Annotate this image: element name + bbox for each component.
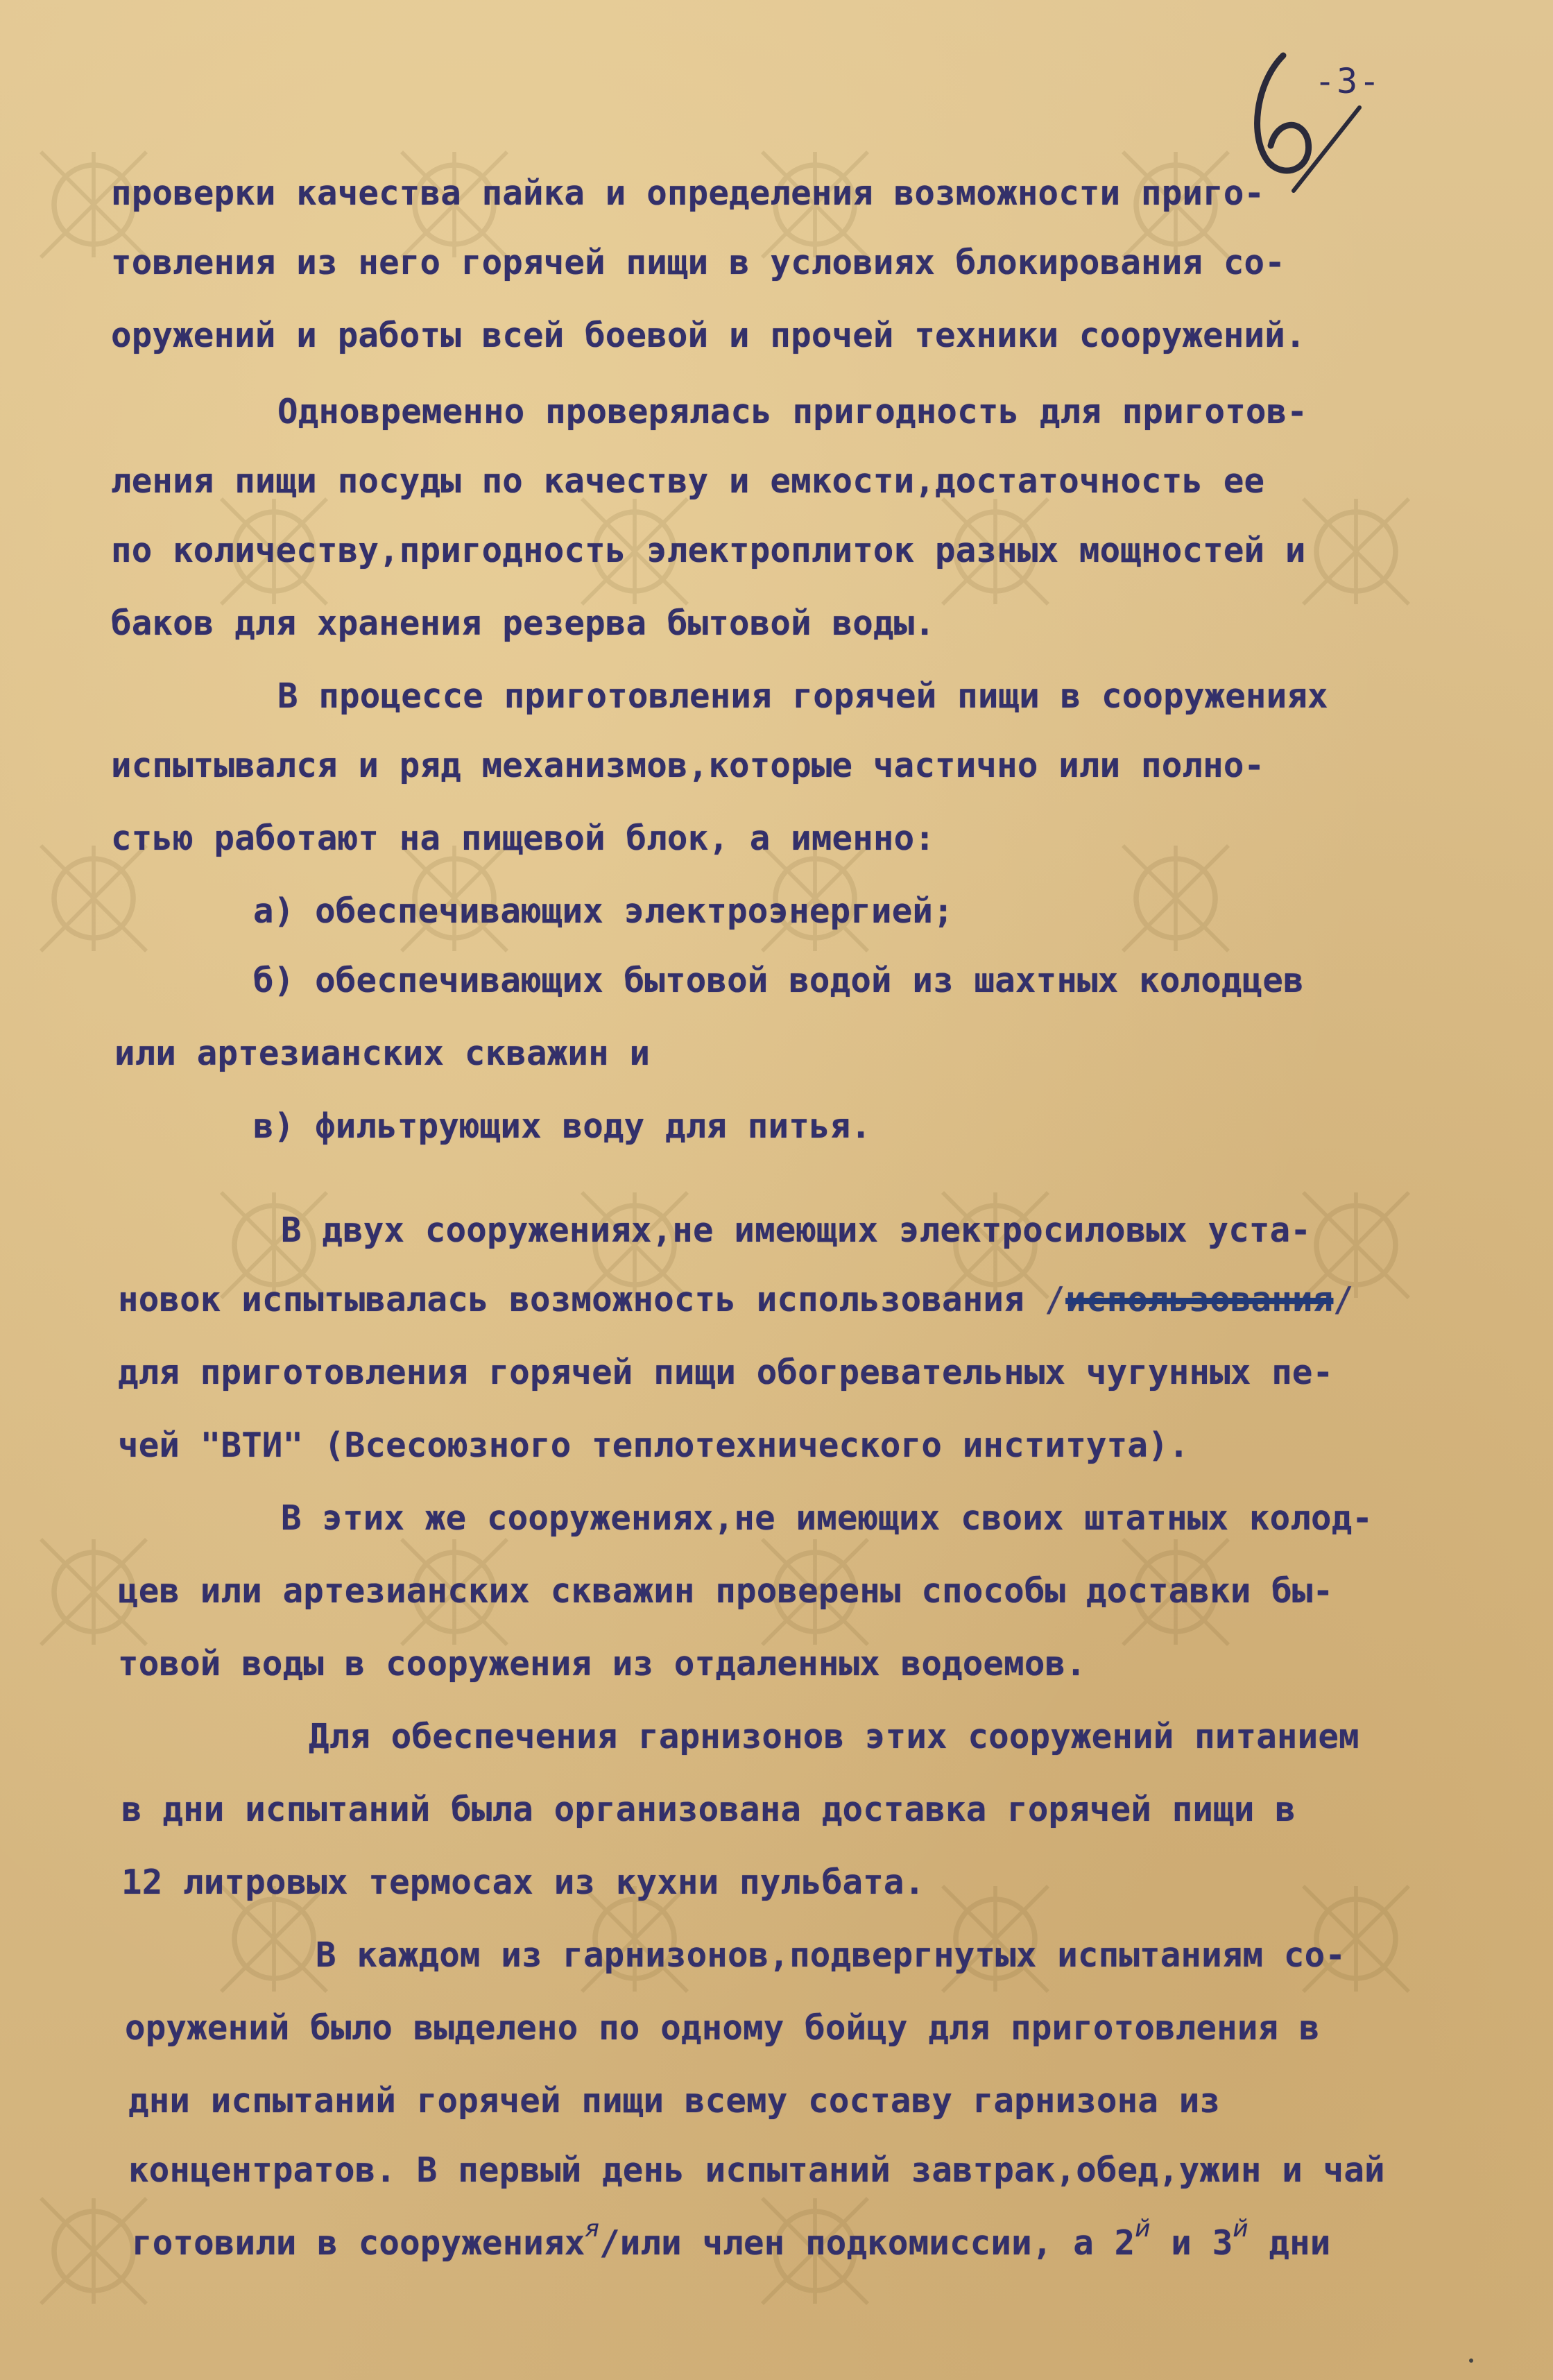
list-item-a: а) обеспечивающих электроэнергией; — [253, 891, 954, 931]
line-text: новок испытывалась возможность использования — [118, 1280, 1045, 1319]
text-line: 12 литровых термосах из кухни пульбата. — [121, 1863, 925, 1902]
text-line: В этих же сооружениях,не имеющих своих штатных колод- — [281, 1498, 1373, 1538]
text-line: В каждом из гарнизонов,подвергнутых испытаниям со- — [316, 1935, 1346, 1975]
page-number: -3- — [1314, 61, 1382, 101]
text-line: концентратов. В первый день испытаний завтрак,обед,ужин и чай — [128, 2150, 1385, 2190]
text-line: Для обеспечения гарнизонов этих сооружений питанием — [309, 1717, 1359, 1756]
text-line: дни испытаний горячей пищи всему составу гарнизона из — [128, 2081, 1221, 2121]
text-line: В двух сооружениях,не имеющих электросиловых уста- — [281, 1210, 1312, 1250]
line-part: и 3 — [1150, 2223, 1233, 2263]
text-line: Одновременно проверялась пригодность для приготов- — [277, 392, 1308, 431]
text-line: оружений и работы всей боевой и прочей техники сооружений. — [111, 316, 1306, 355]
text-line: по количеству,пригодность электроплиток разных мощностей и — [111, 531, 1306, 570]
list-item-b: б) обеспечивающих бытовой водой из шахтных колодцев — [253, 961, 1304, 1000]
list-item-c: в) фильтрующих воду для питья. — [253, 1106, 872, 1146]
text-line-with-strikethrough — [118, 1280, 1354, 1319]
handwritten-superscript: й — [1135, 2215, 1151, 2243]
handwritten-superscript: я — [585, 2215, 600, 2243]
struck-out-word: использования — [1065, 1280, 1334, 1319]
text-line: товой воды в сооружения из отдаленных водоемов. — [118, 1644, 1086, 1684]
text-line: испытывался и ряд механизмов,которые частично или полно- — [111, 746, 1265, 785]
text-line: баков для хранения резерва бытовой воды. — [111, 603, 936, 643]
text-line-with-superscripts — [132, 2215, 1331, 2263]
text-line: В процессе приготовления горячей пищи в сооружениях — [277, 676, 1328, 716]
text-line: чей "ВТИ" (Всесоюзного теплотехнического института). — [118, 1426, 1190, 1465]
text-line: стью работают на пищевой блок, а именно: — [111, 819, 936, 858]
text-line: или артезианских скважин и — [114, 1034, 651, 1073]
pencil-dot — [1469, 2358, 1473, 2363]
text-line: товления из него горячей пищи в условиях блокирования со- — [111, 243, 1285, 282]
text-line: цев или артезианских скважин проверены способы доставки бы- — [118, 1571, 1334, 1611]
text-line: в дни испытаний была организована доставка горячей пищи в — [121, 1790, 1296, 1829]
correction-slash-open: / — [1045, 1280, 1066, 1319]
line-part: дни — [1248, 2223, 1331, 2263]
text-line: для приготовления горячей пищи обогревательных чугунных пе- — [118, 1353, 1334, 1392]
handwritten-superscript: й — [1233, 2215, 1249, 2243]
text-line: оружений было выделено по одному бойцу для приготовления в — [125, 2008, 1320, 2048]
line-part: готовили в сооружениях — [132, 2223, 585, 2263]
text-line: ления пищи посуды по качеству и емкости,достаточность ее — [111, 461, 1265, 501]
line-part: /или член подкомиссии, а 2 — [599, 2223, 1135, 2263]
text-line: проверки качества пайка и определения возможности приго- — [111, 173, 1265, 213]
emblem-watermark — [1110, 832, 1242, 964]
correction-slash-close: / — [1333, 1280, 1355, 1319]
emblem-watermark — [1290, 486, 1422, 617]
